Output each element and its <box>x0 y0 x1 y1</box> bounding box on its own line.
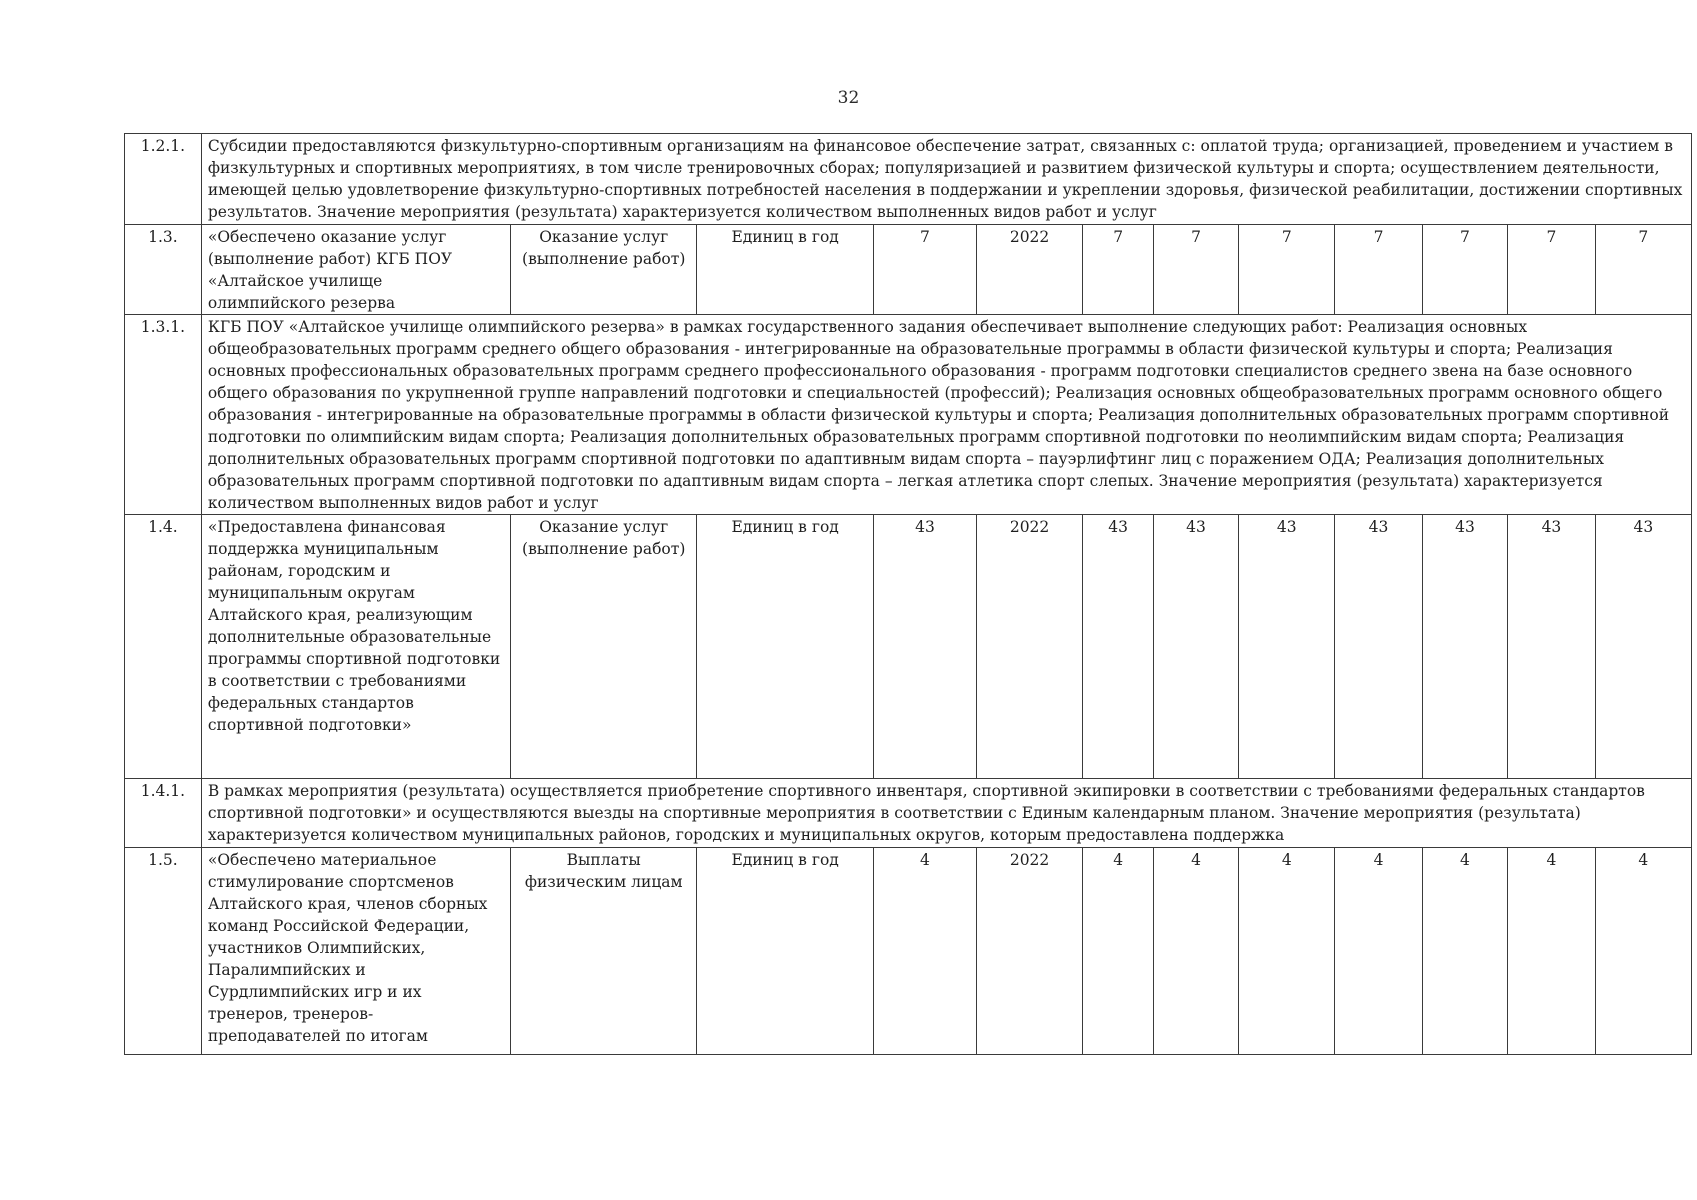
row-description: В рамках мероприятия (результата) осуществляется приобретение спортивного инвентаря, спортивной экипировки в соответствии с требованиями федеральных стандартов спортивной подготовки» и осуществляются выезды на спортивные мероприятия в соответствии с Единым календарным планом. Значение мероприятия (результата) характеризуется количеством муниципальных районов, городских и муниципальных округов, которым предоставлена поддержка <box>201 779 1691 848</box>
indicator-kind: Оказание услуг (выполнение работ) <box>511 515 697 779</box>
year-value: 7 <box>1422 225 1507 315</box>
year-value: 43 <box>1153 515 1238 779</box>
year-value: 4 <box>1153 848 1238 1055</box>
indicator-name: «Обеспечено материальное стимулирование спортсменов Алтайского края, членов сборных команд Российской Федерации, участников Олимпийских, Паралимпийских и Сурдлимпийских игр и их тренеров, тренеров-преподавателей по итогам <box>201 848 511 1055</box>
row-number: 1.3.1. <box>125 315 202 515</box>
indicator-unit: Единиц в год <box>697 225 874 315</box>
year-value: 43 <box>1595 515 1691 779</box>
row-number: 1.2.1. <box>125 134 202 225</box>
year-value: 43 <box>1422 515 1507 779</box>
row-description: Субсидии предоставляются физкультурно-спортивным организациям на финансовое обеспечение затрат, связанных с: оплатой труда; организацией, проведением и участием в физкультурных и спортивных мероприятиях, в том числе тренировочных сборах; популяризацией и развитием физической культуры и спорта; осуществлением деятельности, имеющей целью удовлетворение физкультурно-спортивных потребностей населения в поддержании и укреплении здоровья, физической реабилитации, достижении спортивных результатов. Значение мероприятия (результата) характеризуется количеством выполненных видов работ и услуг <box>201 134 1691 225</box>
table-row-1-4-1 <box>125 779 1692 848</box>
table-row-1-4 <box>125 515 1692 779</box>
year-value: 4 <box>1335 848 1423 1055</box>
year-value: 7 <box>1335 225 1423 315</box>
year-value: 43 <box>1508 515 1596 779</box>
row-number: 1.5. <box>125 848 202 1055</box>
year-value: 7 <box>1239 225 1335 315</box>
indicator-unit: Единиц в год <box>697 848 874 1055</box>
year-value: 4 <box>1422 848 1507 1055</box>
base-value: 7 <box>874 225 976 315</box>
base-year: 2022 <box>976 848 1083 1055</box>
year-value: 4 <box>1083 848 1153 1055</box>
base-value: 4 <box>874 848 976 1055</box>
table-row-1-3-1 <box>125 315 1692 515</box>
row-number: 1.4.1. <box>125 779 202 848</box>
indicator-name: «Предоставлена финансовая поддержка муниципальным районам, городским и муниципальным округам Алтайского края, реализующим дополнительные образовательные программы спортивной подготовки в соответствии с требованиями федеральных стандартов спортивной подготовки» <box>201 515 511 779</box>
base-year: 2022 <box>976 225 1083 315</box>
year-value: 43 <box>1239 515 1335 779</box>
year-value: 43 <box>1335 515 1423 779</box>
year-value: 43 <box>1083 515 1153 779</box>
base-year: 2022 <box>976 515 1083 779</box>
year-value: 7 <box>1508 225 1596 315</box>
year-value: 4 <box>1239 848 1335 1055</box>
table-row-1-3 <box>125 225 1692 315</box>
page-number: 32 <box>837 88 860 108</box>
base-value: 43 <box>874 515 976 779</box>
program-table <box>124 133 1692 1055</box>
indicator-unit: Единиц в год <box>697 515 874 779</box>
year-value: 4 <box>1508 848 1596 1055</box>
year-value: 4 <box>1595 848 1691 1055</box>
year-value: 7 <box>1595 225 1691 315</box>
indicator-kind: Оказание услуг (выполнение работ) <box>511 225 697 315</box>
row-number: 1.4. <box>125 515 202 779</box>
row-number: 1.3. <box>125 225 202 315</box>
table-row-1-5 <box>125 848 1692 1055</box>
row-description: КГБ ПОУ «Алтайское училище олимпийского резерва» в рамках государственного задания обеспечивает выполнение следующих работ: Реализация основных общеобразовательных программ среднего общего образования - интегрированные на образовательные программы в области физической культуры и спорта; Реализация основных профессиональных образовательных программ среднего профессионального образования - программ подготовки специалистов среднего звена на базе основного общего образования по укрупненной группе направлений подготовки и специальностей (профессий); Реализация основных общеобразовательных программ основного общего образования - интегрированные на образовательные программы в области физической культуры и спорта; Реализация дополнительных образовательных программ спортивной подготовки по олимпийским видам спорта; Реализация дополнительных образовательных программ спортивной подготовки по неолимпийским видам спорта; Реализация дополнительных образовательных программ спортивной подготовки по адаптивным видам спорта – пауэрлифтинг лиц с поражением ОДА; Реализация дополнительных образовательных программ спортивной подготовки по адаптивным видам спорта – легкая атлетика спорт слепых. Значение мероприятия (результата) характеризуется количеством выполненных видов работ и услуг <box>201 315 1691 515</box>
indicator-name: «Обеспечено оказание услуг (выполнение работ) КГБ ПОУ «Алтайское училище олимпийского резерва <box>201 225 511 315</box>
year-value: 7 <box>1153 225 1238 315</box>
indicator-kind: Выплаты физическим лицам <box>511 848 697 1055</box>
year-value: 7 <box>1083 225 1153 315</box>
table-row-1-2-1 <box>125 134 1692 225</box>
